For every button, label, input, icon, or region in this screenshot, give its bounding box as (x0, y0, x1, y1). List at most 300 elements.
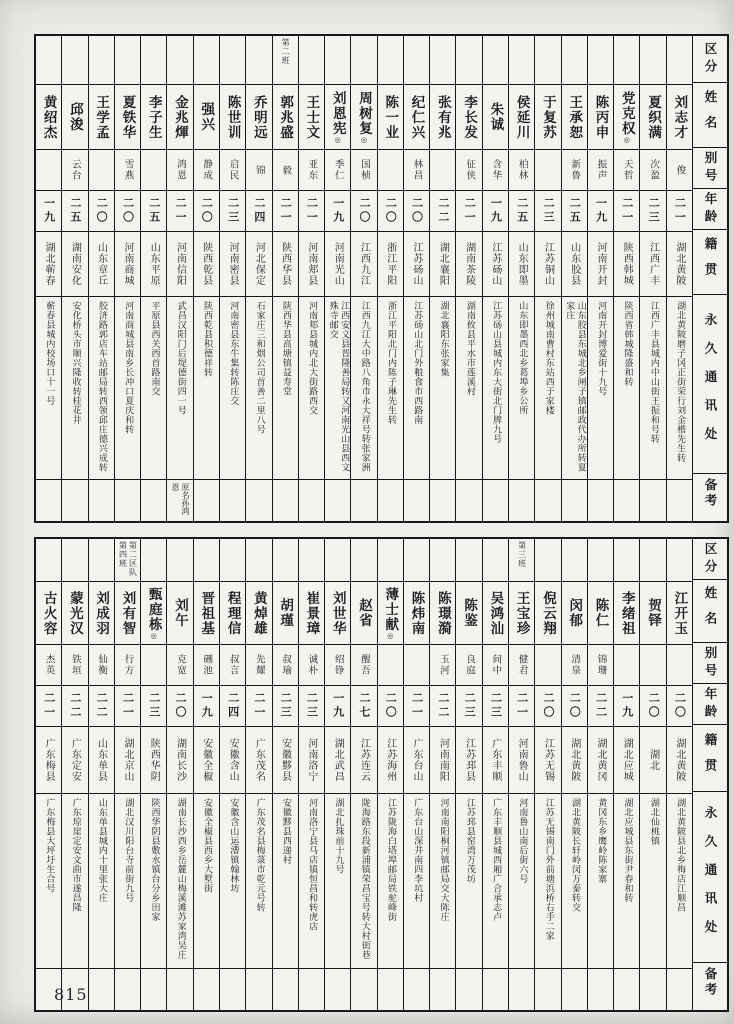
person-origin-cell (36, 232, 61, 297)
row-header-name-cell (693, 580, 727, 643)
person-remark-cell (167, 480, 192, 521)
person-age-cell (351, 191, 376, 232)
person-address-cell (456, 794, 481, 969)
person-column (298, 36, 324, 521)
person-origin-cell (167, 232, 192, 297)
person-name-stack (249, 591, 269, 636)
person-column (219, 539, 245, 1010)
person-age: 二三 (226, 197, 240, 225)
person-name: 陈丙申 (592, 94, 609, 140)
person-name-cell (562, 85, 587, 150)
person-alias-cell (535, 150, 560, 191)
person-alias: 诚朴 (306, 654, 318, 676)
person-origin-cell (378, 727, 403, 794)
person-address: 江苏砀山北门外粮食市西路南 (412, 301, 423, 425)
person-address-cell (299, 297, 324, 480)
person-origin-cell (89, 727, 114, 794)
person-age: 二二 (436, 197, 450, 225)
name-annotation-mark: ◎ (359, 135, 368, 144)
person-age: 二〇 (647, 692, 661, 720)
person-age: 一九 (620, 692, 634, 720)
person-name-stack (223, 591, 243, 636)
person-name-cell (141, 582, 166, 645)
person-address: 陕西省韩城隆盛和转 (622, 301, 633, 387)
person-remark-cell (246, 480, 271, 521)
person-name-stack (459, 95, 479, 140)
person-address: 安徽含山运漕镇翰林坊 (228, 798, 239, 893)
person-remark-cell (640, 480, 665, 521)
person-name-stack (65, 591, 85, 636)
person-age-cell (167, 191, 192, 232)
person-age-cell (115, 191, 140, 232)
person-squad-cell (220, 36, 245, 85)
person-name: 陈璟漪 (434, 590, 451, 636)
person-squad-cell (220, 539, 245, 582)
person-name-cell (115, 582, 140, 645)
person-squad-cell (640, 36, 665, 85)
person-origin: 河南商城 (121, 242, 133, 286)
person-origin: 安徽含山 (227, 738, 239, 782)
person-name-stack (433, 591, 453, 636)
person-origin-cell (640, 727, 665, 794)
person-address-cell (535, 794, 560, 969)
person-age-cell (36, 191, 61, 232)
person-alias: 叔瑜 (280, 654, 292, 676)
person-name-cell (456, 582, 481, 645)
person-age: 二一 (620, 197, 634, 225)
person-squad-cell (273, 36, 298, 85)
person-alias: 征侠 (464, 159, 476, 181)
person-name-cell (89, 582, 114, 645)
person-alias-cell (62, 645, 87, 686)
person-remark-cell (456, 480, 481, 521)
person-column (534, 539, 560, 1010)
person-squad-cell (89, 36, 114, 85)
person-age-cell (299, 191, 324, 232)
row-header-column (692, 539, 727, 1010)
person-origin-cell (299, 232, 324, 297)
person-name-stack (591, 598, 611, 628)
person-origin: 河南南阳 (437, 738, 449, 782)
person-address: 黄冈东乡鹰岭陈家寨 (596, 798, 607, 884)
person-alias: 振声 (595, 159, 607, 181)
person-name-cell (194, 85, 219, 150)
person-column (561, 36, 587, 521)
person-origin: 安徽全椒 (200, 738, 212, 782)
person-address: 河南洛宁县马店镇恒昌和转虎店 (307, 798, 318, 931)
person-alias-cell (456, 645, 481, 686)
person-age: 二四 (252, 197, 266, 225)
person-origin-cell (89, 232, 114, 297)
person-alias-cell (404, 645, 429, 686)
person-alias-cell (378, 150, 403, 191)
person-column (88, 36, 114, 521)
person-name: 黄焯雄 (250, 590, 267, 636)
person-column (166, 539, 192, 1010)
person-name-cell (325, 582, 350, 645)
person-squad-cell (246, 539, 271, 582)
person-alias: 启民 (227, 159, 239, 181)
person-name-stack (328, 91, 348, 144)
person-age-cell (667, 191, 692, 232)
person-age: 二〇 (384, 197, 398, 225)
person-name-stack (643, 598, 663, 628)
person-name: 陈仁 (592, 598, 609, 628)
person-age-cell (141, 686, 166, 727)
person-name-cell (325, 85, 350, 150)
person-name: 王承恕 (566, 94, 583, 140)
person-age: 一九 (331, 197, 345, 225)
person-origin: 广东茂名 (253, 738, 265, 782)
page-number: 815 (54, 985, 88, 1004)
person-address-cell (89, 794, 114, 969)
person-name-cell (667, 582, 692, 645)
person-name-cell (667, 85, 692, 150)
person-name: 周树复 (355, 90, 372, 136)
person-origin-cell (535, 727, 560, 794)
person-origin: 山东胶县 (568, 242, 580, 286)
person-column (193, 36, 219, 521)
person-alias-cell (194, 150, 219, 191)
person-age-cell (194, 191, 219, 232)
person-age: 二〇 (95, 197, 109, 225)
person-remark-cell (588, 969, 613, 1010)
person-address-cell (273, 794, 298, 969)
person-name: 刘志才 (671, 94, 688, 140)
person-squad-cell (115, 36, 140, 85)
person-alias-cell (351, 150, 376, 191)
person-column (36, 36, 61, 521)
person-column (61, 539, 87, 1010)
person-address-cell (404, 297, 429, 480)
person-address: 河南南阳桐河镇邮局交大陈庄 (438, 798, 449, 922)
person-alias-cell (299, 645, 324, 686)
person-age-cell (273, 191, 298, 232)
person-address-cell (588, 794, 613, 969)
row-header-age-label: 年龄 (703, 686, 718, 722)
person-remark-cell (325, 480, 350, 521)
person-age: 一九 (42, 197, 56, 225)
person-remark-cell (351, 969, 376, 1010)
person-name-stack (512, 95, 532, 140)
person-name: 侯延川 (513, 94, 530, 140)
person-alias-cell (640, 645, 665, 686)
person-age-cell (483, 686, 508, 727)
person-remark-cell (220, 969, 245, 1010)
person-alias: 硎池 (201, 654, 213, 676)
person-name-stack (170, 598, 190, 628)
person-alias-cell (430, 645, 455, 686)
person-alias-cell (562, 150, 587, 191)
person-age: 二〇 (121, 197, 135, 225)
person-remark-cell (36, 480, 61, 521)
person-alias-cell (36, 150, 61, 191)
person-age-cell (456, 191, 481, 232)
person-origin: 湖北京山 (121, 738, 133, 782)
person-name-cell (404, 582, 429, 645)
person-age: 一九 (200, 692, 214, 720)
person-age: 二一 (174, 197, 188, 225)
person-address: 河南开封博爱街十九号 (596, 301, 607, 396)
person-age: 一九 (489, 197, 503, 225)
person-age: 二一 (121, 692, 135, 720)
person-alias-cell (273, 645, 298, 686)
person-age: 二〇 (357, 197, 371, 225)
row-header-alias-label: 别号 (703, 645, 718, 681)
person-column (482, 36, 508, 521)
person-name: 郭兆盛 (277, 94, 294, 140)
person-age: 二〇 (568, 692, 582, 720)
person-column (61, 36, 87, 521)
person-squad-cell (299, 36, 324, 85)
person-name-stack (485, 102, 505, 132)
person-address-cell (246, 297, 271, 480)
person-age-cell (588, 191, 613, 232)
person-origin: 陕西乾县 (200, 242, 212, 286)
person-name-stack (354, 598, 374, 628)
person-origin-cell (325, 232, 350, 297)
person-remark-cell (483, 480, 508, 521)
person-name: 于复苏 (539, 94, 556, 140)
person-alias: 天哲 (621, 159, 633, 181)
person-origin-cell (483, 727, 508, 794)
person-age-cell (89, 686, 114, 727)
person-squad-cell (351, 36, 376, 85)
person-origin: 河南光山 (332, 242, 344, 286)
person-origin-cell (220, 232, 245, 297)
person-name-stack (275, 95, 295, 140)
person-alias: 玉河 (437, 654, 449, 676)
person-origin-cell (456, 727, 481, 794)
row-header-squad-cell (693, 539, 727, 580)
person-squad-cell (483, 36, 508, 85)
person-origin: 江苏邳县 (463, 738, 475, 782)
person-name: 古火容 (40, 590, 57, 636)
person-origin: 湖北黄冈 (595, 738, 607, 782)
person-origin-cell (562, 232, 587, 297)
person-address-cell (194, 297, 219, 480)
person-remark-cell (378, 480, 403, 521)
person-address: 湖北黄陂县北乡梅店江顺昌 (675, 798, 686, 912)
person-address: 平原县西关西首路南交 (149, 301, 160, 396)
person-alias-cell (404, 150, 429, 191)
row-header-name-label: 姓名 (703, 89, 718, 141)
person-name-stack (301, 591, 321, 636)
row-header-origin-label: 籍贯 (703, 732, 718, 784)
person-squad-cell (378, 539, 403, 582)
person-address: 陇海路东段新浦镇荣昌宝号转大村街巷 (359, 798, 370, 960)
person-address: 湖南攸县平水市莲溪村 (464, 301, 475, 396)
person-age-cell (273, 686, 298, 727)
person-address: 山东胶县东城北乡闸子镇邮政代办所转夏家庄 (564, 301, 586, 472)
person-age-cell (220, 191, 245, 232)
person-origin-cell (509, 232, 534, 297)
person-origin: 山东单县 (95, 738, 107, 782)
person-address-cell (115, 794, 140, 969)
row-header-origin-cell (693, 230, 727, 295)
person-address-cell (167, 794, 192, 969)
person-address: 江苏砀山县城内东大街北门牌九号 (491, 301, 502, 444)
person-name: 黄绍杰 (40, 94, 57, 140)
person-age-cell (483, 191, 508, 232)
person-age-cell (456, 686, 481, 727)
person-name-stack (144, 587, 164, 640)
person-name-stack (91, 95, 111, 140)
person-origin-cell (614, 232, 639, 297)
person-remark-cell (115, 969, 140, 1010)
person-column (508, 539, 534, 1010)
person-name-stack (669, 591, 689, 636)
person-address: 浙江平阳北门内陈子琳先生转 (386, 301, 397, 425)
person-origin-cell (36, 727, 61, 794)
person-address: 湖北黄陂磨子冈正街荣行刘金楷先生转 (675, 301, 686, 463)
person-age-cell (220, 686, 245, 727)
person-age: 二一 (305, 197, 319, 225)
person-origin: 浙江平阳 (384, 242, 396, 286)
person-name-cell (614, 85, 639, 150)
person-name-stack (591, 95, 611, 140)
person-column (613, 539, 639, 1010)
person-age: 二三 (279, 692, 293, 720)
person-address: 胶济路郭店车站邮局转西领邱庄德兴成转 (96, 301, 107, 472)
person-column (245, 539, 271, 1010)
person-alias-cell (378, 645, 403, 686)
person-squad-cell (325, 36, 350, 85)
person-address-cell (430, 794, 455, 969)
person-column (114, 539, 140, 1010)
person-alias: 锦 (253, 164, 265, 176)
person-alias-cell (325, 150, 350, 191)
person-origin: 河南洛宁 (305, 738, 317, 782)
person-column (587, 539, 613, 1010)
person-name-stack (144, 95, 164, 140)
person-address: 湖北仙桃镇 (648, 798, 659, 846)
person-origin: 江苏无锡 (542, 738, 554, 782)
person-name-stack (433, 95, 453, 140)
person-alias: 雪燕 (122, 159, 134, 181)
person-remark-cell (588, 480, 613, 521)
person-remark-cell (273, 969, 298, 1010)
row-header-alias-label: 别号 (703, 150, 718, 186)
person-remark-cell (141, 480, 166, 521)
person-name-cell (483, 582, 508, 645)
person-alias-cell (588, 645, 613, 686)
person-age-cell (404, 191, 429, 232)
person-origin: 河南郏县 (305, 242, 317, 286)
person-alias: 亚东 (306, 159, 318, 181)
person-column (298, 539, 324, 1010)
person-name-cell (220, 582, 245, 645)
person-name-cell (509, 85, 534, 150)
row-header-address-cell (693, 792, 727, 963)
person-name: 李子生 (145, 94, 162, 140)
person-remark-cell (194, 480, 219, 521)
person-name: 闵郁 (566, 598, 583, 628)
person-remark-cell (194, 969, 219, 1010)
person-squad-cell (535, 539, 560, 582)
person-address: 江苏邳县窑湾万茂坊 (464, 798, 475, 884)
person-age: 二三 (147, 692, 161, 720)
person-name-stack (223, 95, 243, 140)
person-squad-cell (115, 539, 140, 582)
person-alias: 静成 (201, 159, 213, 181)
person-squad-cell (509, 36, 534, 85)
person-age-cell (535, 686, 560, 727)
person-origin-cell (667, 727, 692, 794)
person-age: 二二 (594, 692, 608, 720)
person-age: 二〇 (673, 692, 687, 720)
person-age-cell (430, 191, 455, 232)
person-remark-cell (614, 969, 639, 1010)
person-column (166, 36, 192, 521)
person-name-cell (430, 85, 455, 150)
person-origin: 江苏砀山 (411, 242, 423, 286)
person-alias-cell (36, 645, 61, 686)
person-remark-cell (456, 969, 481, 1010)
person-age-cell (299, 686, 324, 727)
person-age-cell (562, 686, 587, 727)
person-address-cell (562, 794, 587, 969)
person-age: 二五 (568, 197, 582, 225)
person-age: 二二 (95, 692, 109, 720)
person-column (219, 36, 245, 521)
row-header-squad-cell (693, 36, 727, 83)
person-address: 湖南长沙西乡岳麓山梅溪滩苏家湾吴庄 (175, 798, 186, 960)
person-name-stack (512, 591, 532, 636)
person-name-stack (407, 95, 427, 140)
person-address: 河南密县东牛集转陈庄交 (228, 301, 239, 406)
name-annotation-mark: ◎ (149, 631, 158, 640)
person-name-cell (588, 85, 613, 150)
person-age: 二五 (147, 197, 161, 225)
person-origin: 广东定安 (69, 738, 81, 782)
person-name-cell (62, 85, 87, 150)
person-name-cell (194, 582, 219, 645)
person-address-cell (273, 297, 298, 480)
person-column (666, 36, 692, 521)
person-name-cell (378, 85, 403, 150)
person-squad-cell (36, 539, 61, 582)
person-column (377, 539, 403, 1010)
person-origin: 安徽黟县 (279, 738, 291, 782)
person-name-stack (328, 591, 348, 636)
person-name-cell (351, 85, 376, 150)
person-origin-cell (62, 727, 87, 794)
person-origin: 广东台山 (411, 738, 423, 782)
person-age: 二五 (68, 197, 82, 225)
person-squad-cell (640, 539, 665, 582)
person-alias: 健君 (516, 654, 528, 676)
person-remark-cell (299, 480, 324, 521)
person-remark-cell (430, 480, 455, 521)
person-origin: 湖北武昌 (332, 738, 344, 782)
person-origin-cell (141, 232, 166, 297)
person-address-cell (115, 297, 140, 480)
person-name: 强兴 (198, 102, 215, 132)
person-address: 江苏陇海白塔埠邮局铁驼峰街 (386, 798, 397, 922)
person-name: 党克权 (618, 90, 635, 136)
person-alias: 铁垣 (69, 654, 81, 676)
person-address-cell (220, 794, 245, 969)
person-remark-cell (430, 969, 455, 1010)
person-name-stack (249, 95, 269, 140)
person-age-cell (378, 191, 403, 232)
person-name-stack (39, 95, 59, 140)
person-address-cell (640, 297, 665, 480)
person-squad-cell (89, 539, 114, 582)
person-squad-cell (430, 36, 455, 85)
person-remark-cell (640, 969, 665, 1010)
